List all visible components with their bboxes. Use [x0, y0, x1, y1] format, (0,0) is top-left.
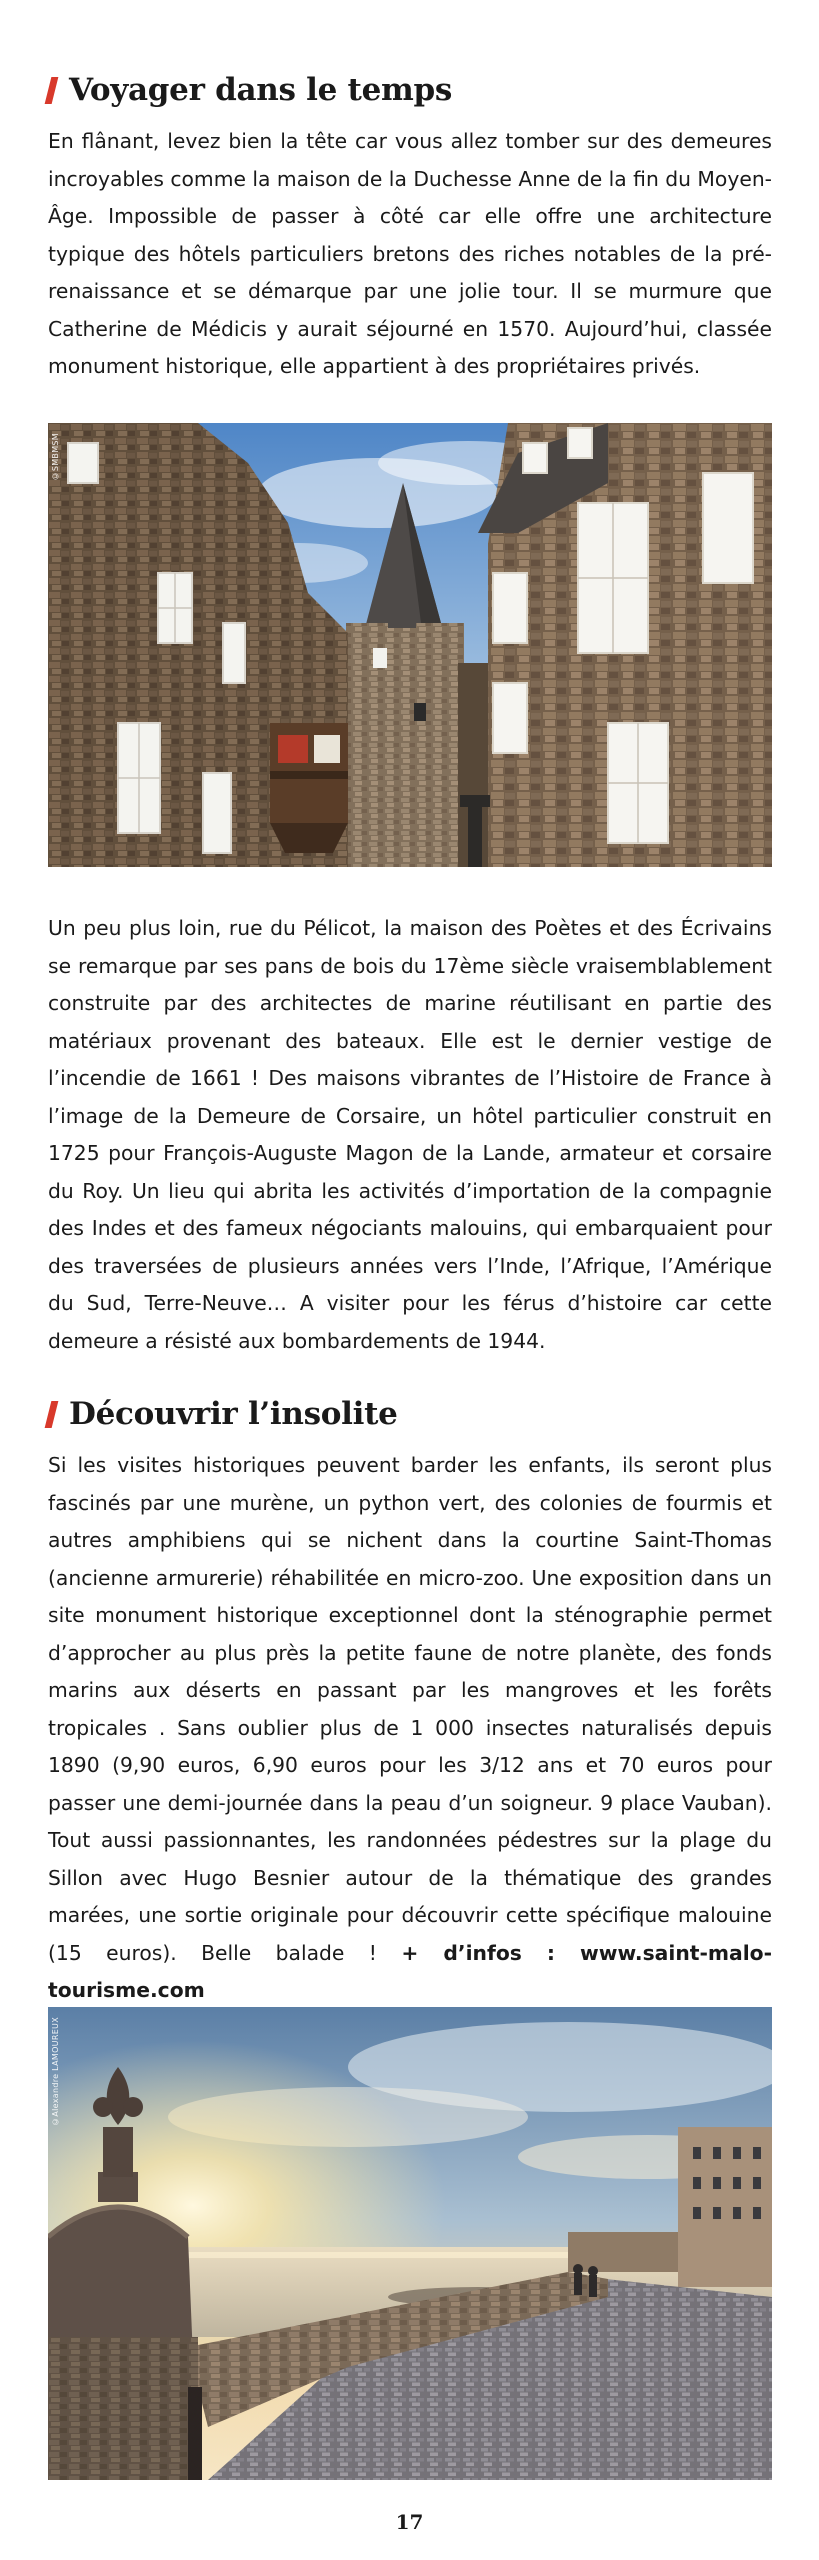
section-title-insolite: [48, 1396, 398, 1432]
paragraph-insolite-text: Si les visites historiques peuvent barder les enfants, ils seront plus fascinés par une murène, un python vert, des colonies de fourmis et autres amphibiens qui se nichent dans la courtine Saint-Thomas (ancienne armurerie) réhabilitée en micro-zoo. Une exposition dans un site monument historique exceptionnel dont la sténographie permet d’approcher au plus près la petite faune de notre planète, des fonds marins aux déserts en passant par les mangroves et les forêts tropicales . Sans oublier plus de 1 000 insectes naturalisés depuis 1890 (9,90 euros, 6,90 euros pour les 3/12 ans et 70 euros pour passer une demi-journée dans la peau d’un soigneur. 9 place Vauban). Tout aussi passionnantes, les randonnées pédestres sur la plage du Sillon avec Hugo Besnier autour de la thématique des grandes marées, une sortie originale pour découvrir cette spécifique malouine (15 euros). Belle balade !: [48, 1453, 772, 1965]
section-title-text: Voyager dans le temps: [69, 72, 453, 108]
photo-credit: ©SMBMSM: [51, 433, 60, 481]
section-title-voyager: [48, 72, 452, 108]
photo-image: [48, 423, 772, 867]
title-accent-bar: [45, 77, 59, 104]
photo-image: [48, 2007, 772, 2480]
paragraph-insolite: [48, 1447, 772, 2010]
photo-duchesse-anne-house: [48, 423, 772, 867]
paragraph-voyager: En flânant, levez bien la tête car vous allez tomber sur des demeures incroyables comme la maison de la Duchesse Anne de la fin du Moyen-Âge. Impossible de passer à côté car elle offre une architecture typique des hôtels particuliers bretons des riches notables de la pré-renaissance et se démarque par une jolie tour. Il se murmure que Catherine de Médicis y aurait séjourné en 1570. Aujourd’hui, classée monument historique, elle appartient à des propriétaires privés.: [48, 129, 772, 378]
photo-ramparts-sunset: [48, 2007, 772, 2480]
title-accent-bar: [45, 1401, 59, 1428]
paragraph-maison-poetes: Un peu plus loin, rue du Pélicot, la maison des Poètes et des Écrivains se remarque par ses pans de bois du 17ème siècle vraisemblablement construite par des architectes de marine réutilisant en partie des matériaux provenant des bateaux. Elle est le dernier vestige de l’incendie de 1661 ! Des maisons vibrantes de l’Histoire de France à l’image de la Demeure de Corsaire, un hôtel particulier construit en 1725 pour François-Auguste Magon de la Lande, armateur et corsaire du Roy. Un lieu qui abrita les activités d’importation de la compagnie des Indes et des fameux négociants malouins, qui embarquaient pour des traversées de plusieurs années vers l’Inde, l’Afrique, l’Amérique du Sud, Terre-Neuve… A visiter pour les férus d’histoire car cette demeure a résisté aux bombardements de 1944.: [48, 916, 772, 1353]
tourism-website-link[interactable]: + d’infos : www.saint-malo-tourisme.com: [48, 1940, 772, 2002]
photo-credit: ©Alexandre LAMOUREUX: [51, 2017, 60, 2126]
section-title-text: Découvrir l’insolite: [69, 1396, 398, 1432]
page-number: 17: [395, 2510, 424, 2534]
